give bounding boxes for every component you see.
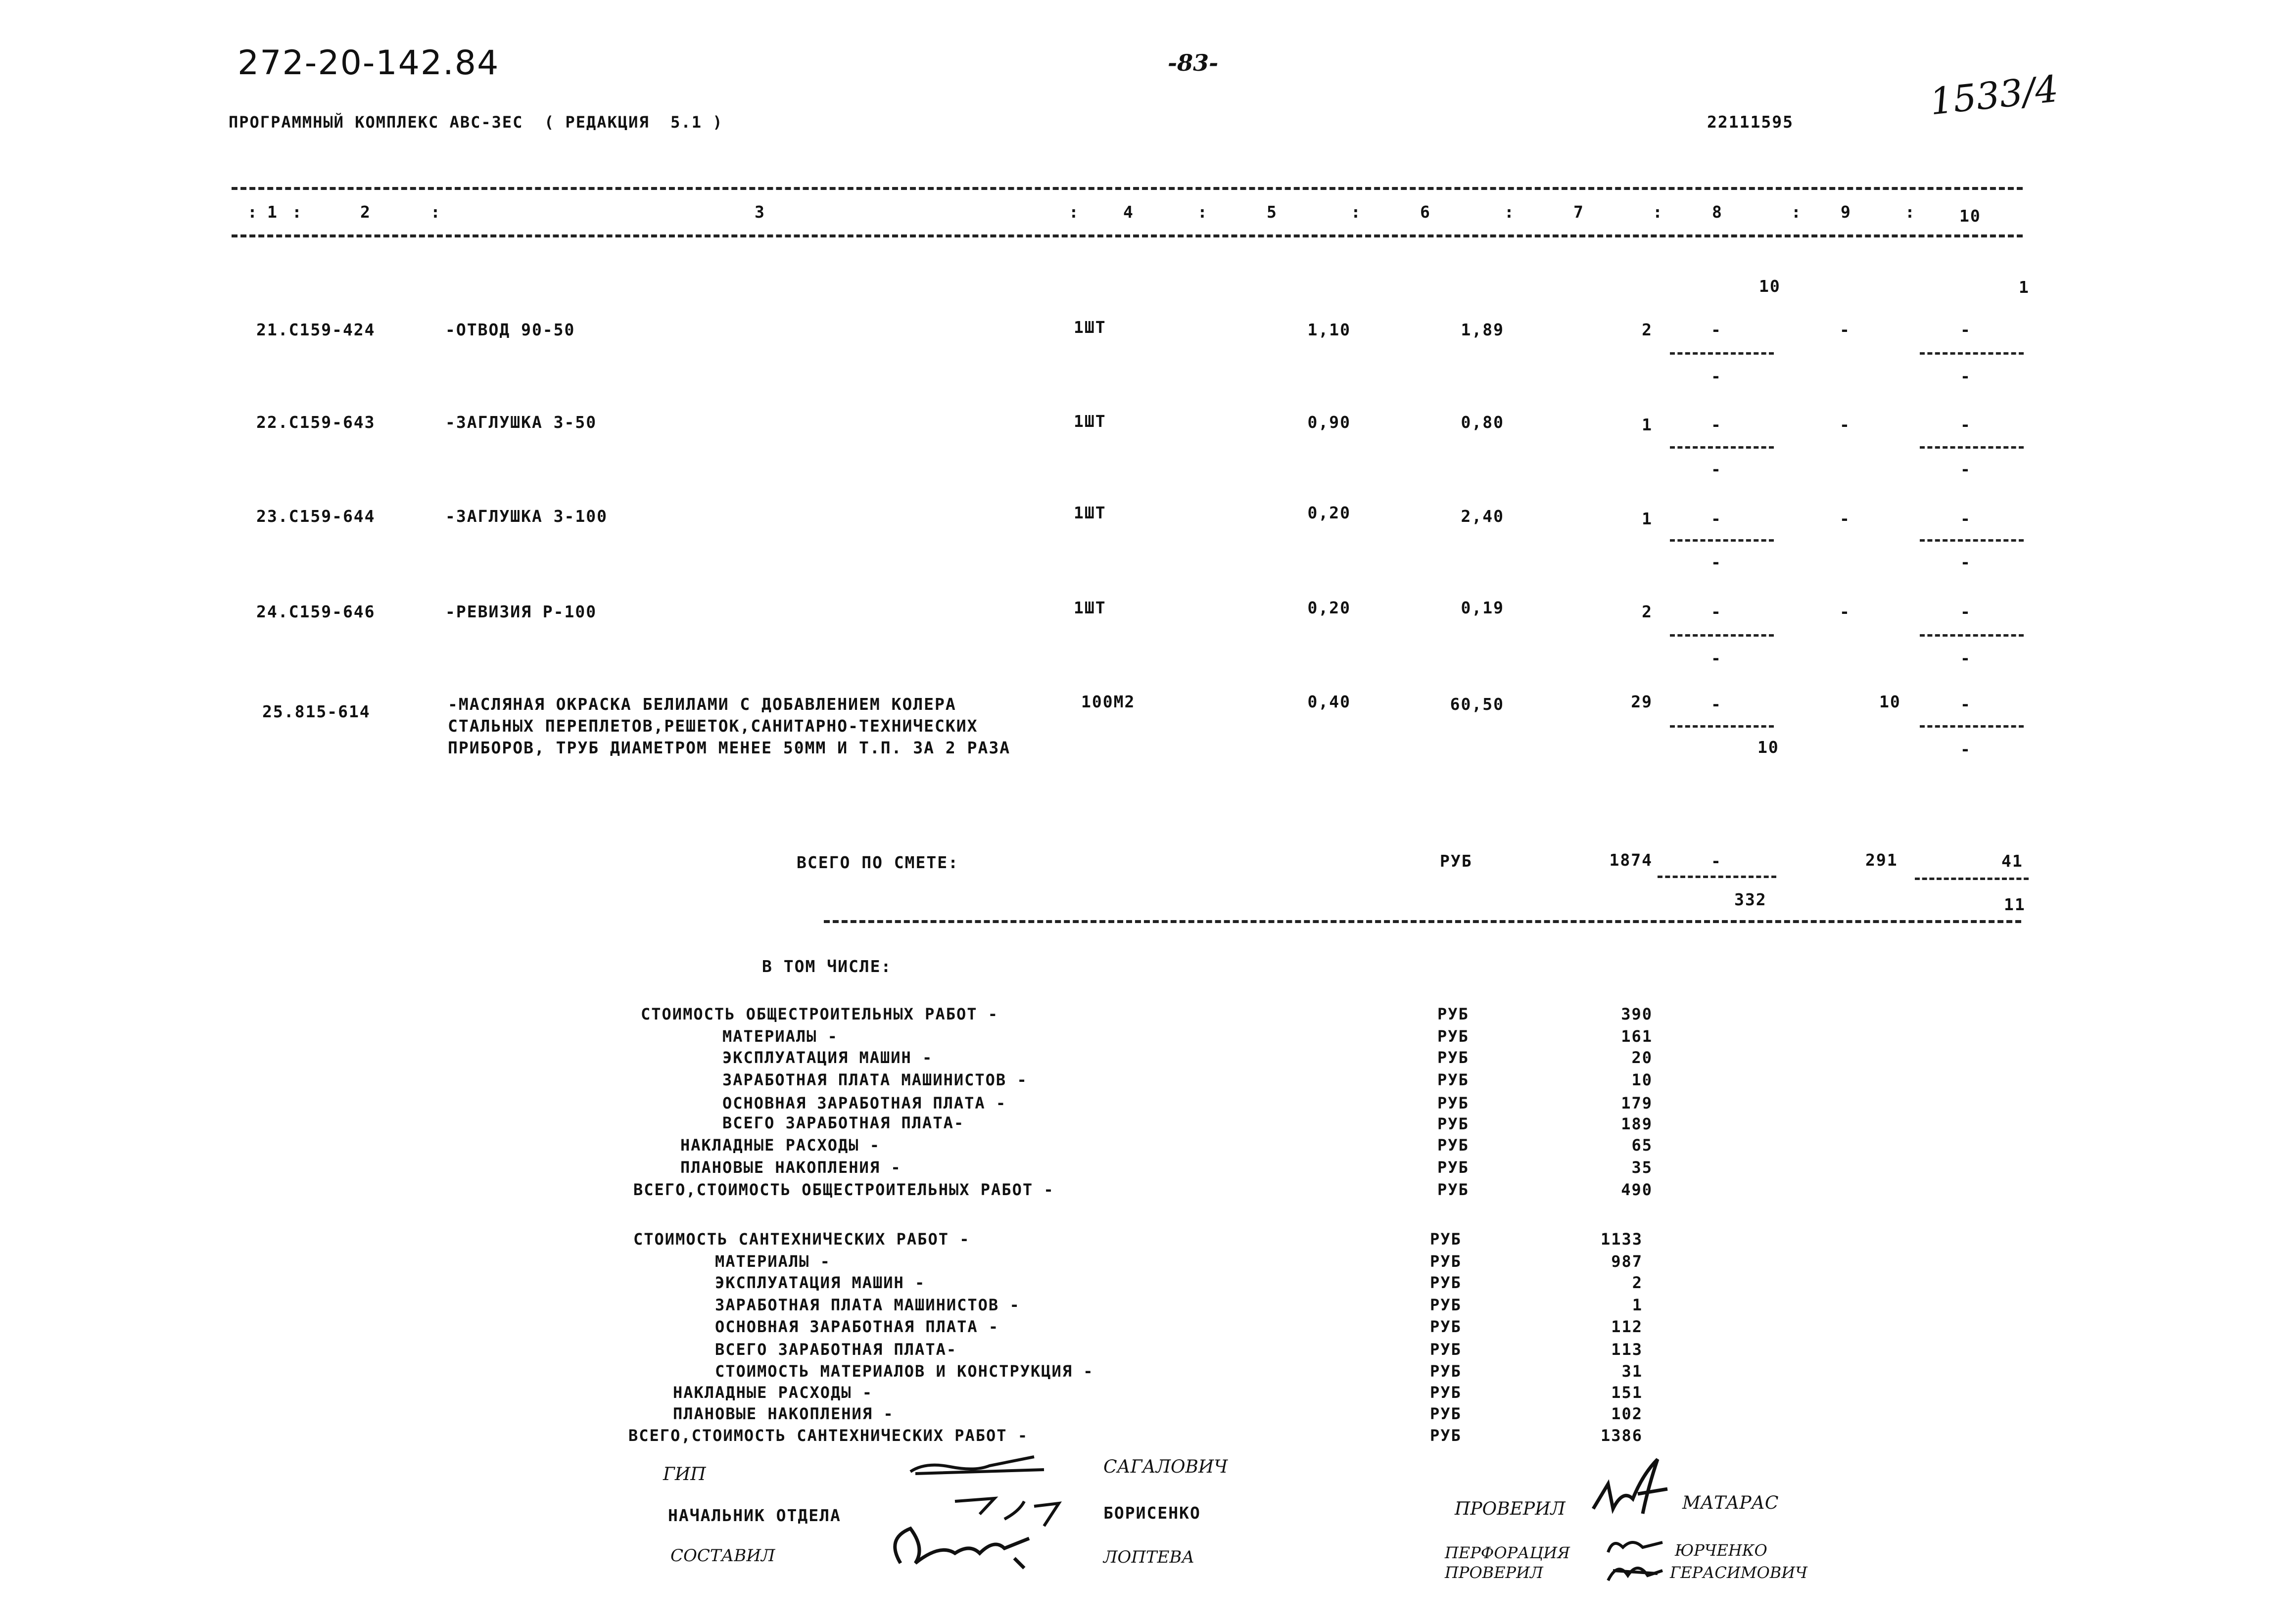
totals-col10-top: 41 bbox=[2001, 851, 2023, 871]
name-checked: МАТАРАС bbox=[1682, 1493, 1779, 1513]
col-header-5: 5 bbox=[1267, 202, 1278, 222]
breakdown-value: 112 bbox=[1611, 1317, 1643, 1336]
row-col7: 2 bbox=[1642, 320, 1653, 339]
document-number: 22111595 bbox=[1707, 112, 1794, 132]
breakdown-label: ЗАРАБОТНАЯ ПЛАТА МАШИНИСТОВ - bbox=[722, 1070, 1028, 1089]
row-code: 25.815-614 bbox=[262, 702, 371, 721]
compiled-signature bbox=[881, 1519, 1044, 1573]
col-sep: : bbox=[1069, 202, 1080, 222]
breakdown-value: 490 bbox=[1621, 1180, 1653, 1199]
document-code: 272-20-142.84 bbox=[237, 44, 500, 83]
breakdown-unit: РУБ bbox=[1430, 1317, 1462, 1336]
col-header-7: 7 bbox=[1573, 202, 1584, 222]
breakdown-label: ПЛАНОВЫЕ НАКОПЛЕНИЯ - bbox=[680, 1158, 902, 1177]
row-unit: 1ШТ bbox=[1074, 598, 1106, 617]
row-col8-bot: 10 bbox=[1757, 738, 1779, 757]
breakdown-unit: РУБ bbox=[1437, 1070, 1469, 1089]
top-value-col8: 10 bbox=[1759, 277, 1781, 296]
row-col9: - bbox=[1840, 415, 1851, 434]
col-header-2: 2 bbox=[360, 202, 371, 222]
breakdown-label: МАТЕРИАЛЫ - bbox=[715, 1252, 831, 1271]
name-gip: САГАЛОВИЧ bbox=[1103, 1457, 1228, 1477]
col-header-3: 3 bbox=[755, 202, 765, 222]
totals-label: ВСЕГО ПО СМЕТЕ: bbox=[797, 853, 959, 872]
col-header-4: 4 bbox=[1123, 202, 1134, 222]
col-header-8: 8 bbox=[1712, 202, 1723, 222]
col-header-1: 1 bbox=[267, 202, 278, 222]
row-col8-rule bbox=[1670, 725, 1774, 728]
row-code: 21.С159-424 bbox=[256, 320, 376, 339]
role-head-of-department: НАЧАЛЬНИК ОТДЕЛА bbox=[668, 1506, 841, 1525]
breakdown-unit: РУБ bbox=[1437, 1048, 1469, 1067]
col-header-9: 9 bbox=[1841, 202, 1852, 222]
breakdown-unit: РУБ bbox=[1430, 1362, 1462, 1381]
col-header-6: 6 bbox=[1420, 202, 1431, 222]
row-name: -ОТВОД 90-50 bbox=[445, 320, 575, 339]
row-unit: 1ШТ bbox=[1074, 412, 1106, 431]
row-col10-top: - bbox=[1960, 602, 1971, 621]
row-unit: 1ШТ bbox=[1074, 318, 1106, 337]
row-col10-top: - bbox=[1960, 415, 1971, 434]
role-compiled: СОСТАВИЛ bbox=[670, 1546, 775, 1566]
row-name: -РЕВИЗИЯ Р-100 bbox=[445, 602, 597, 621]
row-price: 1,10 bbox=[1307, 320, 1351, 339]
breakdown-label: НАКЛАДНЫЕ РАСХОДЫ - bbox=[673, 1383, 873, 1402]
row-col8-rule bbox=[1670, 634, 1774, 637]
breakdown-label: СТОИМОСТЬ МАТЕРИАЛОВ И КОНСТРУКЦИЯ - bbox=[715, 1362, 1094, 1381]
row-col10-rule bbox=[1920, 352, 2024, 355]
breakdown-value: 1133 bbox=[1600, 1230, 1643, 1249]
table-header-rule bbox=[232, 234, 2023, 237]
breakdown-label: ПЛАНОВЫЕ НАКОПЛЕНИЯ - bbox=[673, 1404, 894, 1423]
col-sep: : bbox=[1351, 202, 1362, 222]
totals-rule bbox=[824, 920, 2021, 923]
table-top-rule bbox=[232, 187, 2023, 190]
breakdown-label: ВСЕГО,СТОИМОСТЬ ОБЩЕСТРОИТЕЛЬНЫХ РАБОТ - bbox=[633, 1180, 1054, 1199]
row-unit: 100М2 bbox=[1081, 692, 1136, 711]
breakdown-value: 987 bbox=[1611, 1252, 1643, 1271]
col-sep: : bbox=[1791, 202, 1802, 222]
row-price: 0,40 bbox=[1307, 692, 1351, 711]
row-col10-top: - bbox=[1960, 509, 1971, 528]
row-col10-rule bbox=[1920, 634, 2024, 637]
row-col8-bot: - bbox=[1711, 553, 1722, 572]
breakdown-value: 1386 bbox=[1600, 1426, 1643, 1445]
col-sep: : bbox=[1905, 202, 1916, 222]
row-unit: 1ШТ bbox=[1074, 503, 1106, 522]
breakdown-value: 20 bbox=[1631, 1048, 1653, 1067]
breakdown-intro: В ТОМ ЧИСЛЕ: bbox=[762, 957, 892, 976]
breakdown-unit: РУБ bbox=[1430, 1296, 1462, 1314]
row-code: 24.С159-646 bbox=[256, 602, 376, 621]
row-col10-rule bbox=[1920, 539, 2024, 542]
breakdown-unit: РУБ bbox=[1430, 1252, 1462, 1271]
row-price: 0,90 bbox=[1307, 413, 1351, 432]
role-perforation: ПЕРФОРАЦИЯ bbox=[1445, 1543, 1570, 1562]
row-col10-rule bbox=[1920, 725, 2024, 728]
row-name: -ЗАГЛУШКА З-100 bbox=[445, 507, 608, 526]
row-price: 0,20 bbox=[1307, 503, 1351, 522]
breakdown-label: ЗАРАБОТНАЯ ПЛАТА МАШИНИСТОВ - bbox=[715, 1296, 1020, 1314]
breakdown-unit: РУБ bbox=[1437, 1094, 1469, 1113]
row-col8-top: - bbox=[1711, 509, 1722, 528]
role-gip: ГИП bbox=[663, 1464, 706, 1485]
row-col9: - bbox=[1840, 320, 1851, 339]
breakdown-value: 65 bbox=[1631, 1136, 1653, 1155]
totals-col8-rule bbox=[1658, 876, 1776, 878]
breakdown-value: 102 bbox=[1611, 1404, 1643, 1423]
breakdown-value: 189 bbox=[1621, 1114, 1653, 1133]
breakdown-value: 179 bbox=[1621, 1094, 1653, 1113]
row-col8-bot: - bbox=[1711, 367, 1722, 386]
row-col10-bot: - bbox=[1960, 460, 1971, 479]
row-col7: 1 bbox=[1642, 509, 1653, 528]
col-sep: : bbox=[247, 202, 258, 222]
breakdown-label: СТОИМОСТЬ САНТЕХНИЧЕСКИХ РАБОТ - bbox=[633, 1230, 970, 1249]
totals-col10-rule bbox=[1915, 878, 2029, 880]
breakdown-label: СТОИМОСТЬ ОБЩЕСТРОИТЕЛЬНЫХ РАБОТ - bbox=[641, 1005, 999, 1023]
name-head-of-department: БОРИСЕНКО bbox=[1103, 1503, 1201, 1523]
program-line: ПРОГРАММНЫЙ КОМПЛЕКС АВС-3ЕС ( РЕДАКЦИЯ 5.1 ) bbox=[229, 113, 723, 132]
row-col10-bot: - bbox=[1960, 649, 1971, 668]
breakdown-value: 151 bbox=[1611, 1383, 1643, 1402]
row-col8-top: - bbox=[1711, 320, 1722, 339]
row-col9: - bbox=[1840, 602, 1851, 621]
breakdown-unit: РУБ bbox=[1430, 1383, 1462, 1402]
name-compiled: ЛОПТЕВА bbox=[1103, 1547, 1195, 1567]
breakdown-value: 2 bbox=[1632, 1273, 1643, 1292]
col-header-10: 10 bbox=[1959, 206, 1981, 226]
row-total: 0,19 bbox=[1461, 598, 1504, 617]
breakdown-label: ОСНОВНАЯ ЗАРАБОТНАЯ ПЛАТА - bbox=[722, 1094, 1007, 1113]
page-number: -83- bbox=[1168, 49, 1219, 76]
row-col10-top: - bbox=[1960, 695, 1971, 714]
row-col10-bot: - bbox=[1960, 740, 1971, 759]
breakdown-value: 10 bbox=[1631, 1070, 1653, 1089]
col-sep: : bbox=[1197, 202, 1208, 222]
breakdown-unit: РУБ bbox=[1437, 1158, 1469, 1177]
totals-unit: РУБ bbox=[1440, 851, 1472, 871]
sheet-reference: 1533/4 bbox=[1928, 67, 2061, 124]
breakdown-label: ОСНОВНАЯ ЗАРАБОТНАЯ ПЛАТА - bbox=[715, 1317, 999, 1336]
breakdown-label: ЭКСПЛУАТАЦИЯ МАШИН - bbox=[715, 1273, 926, 1292]
row-total: 0,80 bbox=[1461, 413, 1504, 432]
row-col8-rule bbox=[1670, 539, 1774, 542]
breakdown-value: 390 bbox=[1621, 1005, 1653, 1023]
col-sep: : bbox=[292, 202, 303, 222]
row-col8-bot: - bbox=[1711, 460, 1722, 479]
row-col8-rule bbox=[1670, 446, 1774, 449]
row-name: -МАСЛЯНАЯ ОКРАСКА БЕЛИЛАМИ С ДОБАВЛЕНИЕМ КОЛЕРА СТАЛЬНЫХ ПЕРЕПЛЕТОВ,РЕШЕТОК,САНИТАРНО-ТЕХНИЧЕСКИХ ПРИБОРОВ, ТРУБ ДИАМЕТРОМ МЕНЕЕ 50ММ И Т.П. ЗА 2 РАЗА bbox=[448, 695, 1011, 757]
row-col9: 10 bbox=[1879, 692, 1901, 711]
breakdown-label: ВСЕГО ЗАРАБОТНАЯ ПЛАТА- bbox=[722, 1114, 965, 1132]
role-checked-2: ПРОВЕРИЛ bbox=[1445, 1563, 1543, 1582]
breakdown-unit: РУБ bbox=[1430, 1340, 1462, 1359]
row-col8-bot: - bbox=[1711, 649, 1722, 668]
row-code: 22.С159-643 bbox=[256, 413, 376, 432]
breakdown-unit: РУБ bbox=[1437, 1114, 1469, 1133]
row-col9: - bbox=[1840, 509, 1851, 528]
breakdown-value: 113 bbox=[1611, 1340, 1643, 1359]
row-col8-top: - bbox=[1711, 602, 1722, 621]
row-col7: 2 bbox=[1642, 602, 1653, 621]
totals-col8-top: - bbox=[1711, 851, 1722, 871]
breakdown-label: ВСЕГО,СТОИМОСТЬ САНТЕХНИЧЕСКИХ РАБОТ - bbox=[628, 1426, 1029, 1445]
breakdown-unit: РУБ bbox=[1430, 1404, 1462, 1423]
checked-2-signature bbox=[1603, 1556, 1667, 1585]
row-total: 2,40 bbox=[1461, 507, 1504, 526]
breakdown-label: МАТЕРИАЛЫ - bbox=[722, 1027, 838, 1046]
breakdown-label: НАКЛАДНЫЕ РАСХОДЫ - bbox=[680, 1136, 881, 1155]
breakdown-unit: РУБ bbox=[1437, 1005, 1469, 1023]
totals-col10-bot: 11 bbox=[2004, 895, 2026, 914]
role-checked: ПРОВЕРИЛ bbox=[1455, 1499, 1566, 1519]
gip-signature bbox=[905, 1452, 1054, 1482]
row-price: 0,20 bbox=[1307, 598, 1351, 617]
breakdown-unit: РУБ bbox=[1437, 1180, 1469, 1199]
breakdown-label: ВСЕГО ЗАРАБОТНАЯ ПЛАТА- bbox=[715, 1340, 957, 1359]
row-col10-top: - bbox=[1960, 320, 1971, 339]
col-sep: : bbox=[1504, 202, 1515, 222]
row-col10-rule bbox=[1920, 446, 2024, 449]
col-sep: : bbox=[430, 202, 441, 222]
row-col8-top: - bbox=[1711, 415, 1722, 434]
top-value-col10: 1 bbox=[2019, 278, 2030, 297]
checked-signature bbox=[1588, 1454, 1677, 1519]
col-sep: : bbox=[1653, 202, 1663, 222]
breakdown-value: 1 bbox=[1632, 1296, 1643, 1314]
row-total: 1,89 bbox=[1461, 320, 1504, 339]
breakdown-unit: РУБ bbox=[1437, 1027, 1469, 1046]
breakdown-value: 35 bbox=[1631, 1158, 1653, 1177]
breakdown-value: 31 bbox=[1621, 1362, 1643, 1381]
row-col8-rule bbox=[1670, 352, 1774, 355]
breakdown-unit: РУБ bbox=[1430, 1426, 1462, 1445]
breakdown-unit: РУБ bbox=[1430, 1273, 1462, 1292]
row-col10-bot: - bbox=[1960, 367, 1971, 386]
row-total: 60,50 bbox=[1450, 695, 1504, 714]
row-col8-top: - bbox=[1711, 695, 1722, 714]
breakdown-label: ЭКСПЛУАТАЦИЯ МАШИН - bbox=[722, 1048, 933, 1067]
name-perforation: ЮРЧЕНКО bbox=[1675, 1541, 1767, 1560]
totals-col8-bot: 332 bbox=[1734, 890, 1767, 909]
row-col7: 29 bbox=[1631, 692, 1653, 711]
row-col7: 1 bbox=[1642, 415, 1653, 434]
row-code: 23.С159-644 bbox=[256, 507, 376, 526]
breakdown-unit: РУБ bbox=[1437, 1136, 1469, 1155]
row-col10-bot: - bbox=[1960, 553, 1971, 572]
name-checked-2: ГЕРАСИМОВИЧ bbox=[1670, 1563, 1807, 1582]
breakdown-value: 161 bbox=[1621, 1027, 1653, 1046]
totals-col7: 1874 bbox=[1609, 850, 1653, 870]
breakdown-unit: РУБ bbox=[1430, 1230, 1462, 1249]
totals-col9: 291 bbox=[1865, 850, 1898, 870]
row-name: -ЗАГЛУШКА З-50 bbox=[445, 413, 597, 432]
